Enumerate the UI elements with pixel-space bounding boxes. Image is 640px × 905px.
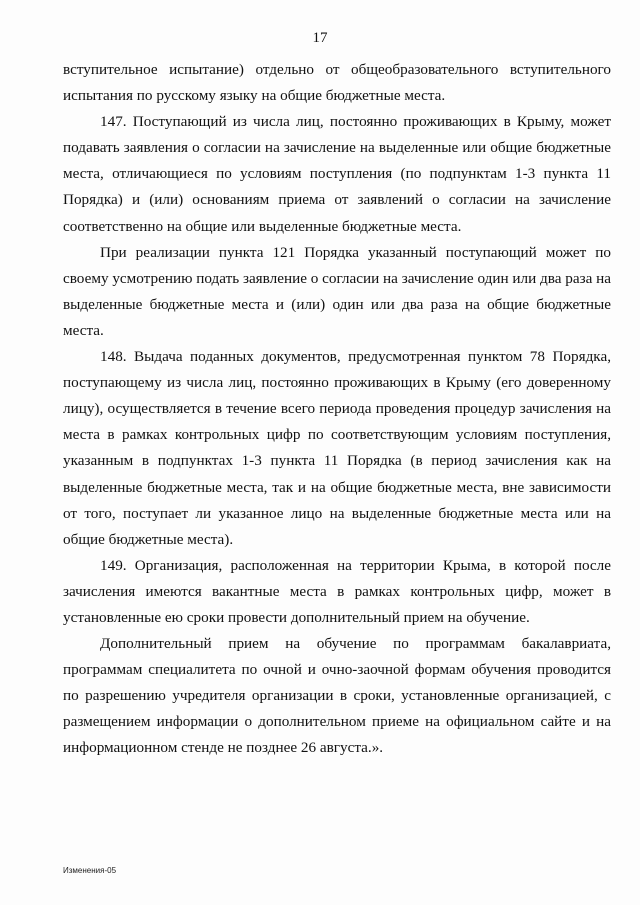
footer-revision-label: Изменения-05 [63,866,117,875]
document-body [63,57,611,762]
paragraph-148: 148. Выдача поданных документов, предусмотренная пунктом 78 Порядка, поступающему из числа лиц, постоянно проживающих в Крыму (его доверенному лицу), осуществляется в течение всего периода проведения процедур зачисления на места в рамках контрольных цифр по соответствующим условиям поступления, указанным в подпунктах 1-3 пункта 11 Порядка (в период зачисления как на выделенные бюджетные места, так и на общие бюджетные места, вне зависимости от того, поступает ли указанное лицо на выделенные бюджетные места или на общие бюджетные места). [63,348,611,548]
paragraph-149-additional-admission: Дополнительный прием на обучение по программам бакалавриата, программам специалитета по очной и очно-заочной формам обучения проводится по разрешению учредителя организации в сроки, установленные организацией, с размещением информации о дополнительном приеме на официальном сайте и на информационном стенде не позднее 26 августа.». [63,635,611,757]
paragraph-147: 147. Поступающий из числа лиц, постоянно проживающих в Крыму, может подавать заявления о согласии на зачисление на выделенные или общие бюджетные места, отличающиеся по условиям поступления (по подпунктам 1-3 пункта 11 Порядка) и (или) основаниям приема от заявлений о согласии на зачисление соответственно на общие или выделенные бюджетные места. [63,113,611,235]
paragraph-149: 149. Организация, расположенная на территории Крыма, в которой после зачисления имеются вакантные места в рамках контрольных цифр, может в установленные ею сроки провести дополнительный прием на обучение. [63,556,611,626]
paragraph-continuation: вступительное испытание) отдельно от общеобразовательного вступительного испытания по русскому языку на общие бюджетные места. [63,61,611,105]
page-number: 17 [312,30,328,46]
paragraph-147-clause-121: При реализации пункта 121 Порядка указанный поступающий может по своему усмотрению подать заявление о согласии на зачисление один или два раза на выделенные бюджетные места и (или) один или два раза на общие бюджетные места. [63,243,612,339]
